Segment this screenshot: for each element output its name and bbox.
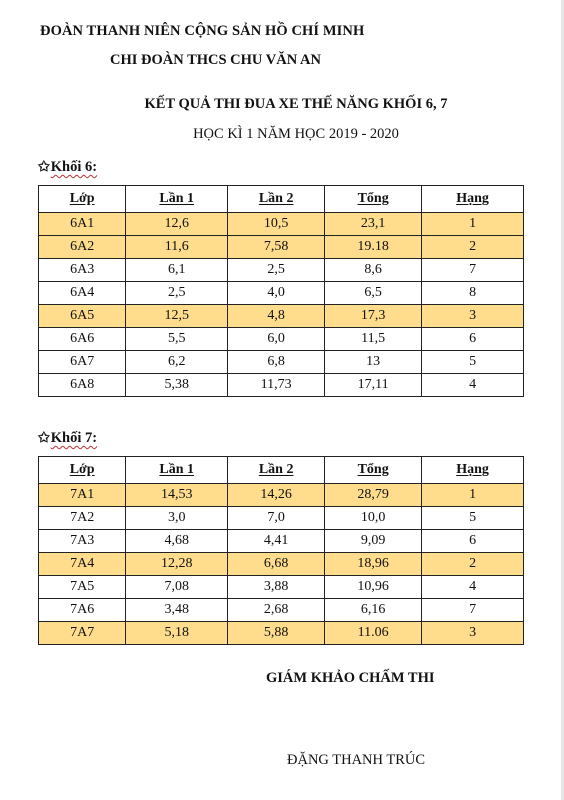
grade6-results-table [38, 185, 524, 397]
document-title: KẾT QUẢ THI ĐUA XE THẾ NĂNG KHỐI 6, 7 [144, 96, 448, 112]
column-header-class: Lớp [39, 457, 126, 484]
class-cell: 7A5 [39, 576, 126, 599]
attempt1-cell: 12,28 [126, 553, 228, 576]
attempt2-cell: 4,0 [228, 282, 325, 305]
class-cell: 6A1 [39, 213, 126, 236]
star-icon: ✩ [38, 431, 50, 446]
attempt1-cell: 2,5 [126, 282, 228, 305]
attempt2-cell: 5,88 [228, 622, 325, 645]
attempt1-cell: 12,5 [126, 305, 228, 328]
attempt2-cell: 6,8 [228, 351, 325, 374]
total-cell: 8,6 [325, 259, 422, 282]
attempt1-cell: 11,6 [126, 236, 228, 259]
attempt1-cell: 3,0 [126, 507, 228, 530]
attempt2-cell: 14,26 [228, 484, 325, 507]
rank-cell: 5 [422, 507, 524, 530]
total-cell: 11.06 [325, 622, 422, 645]
attempt1-cell: 3,48 [126, 599, 228, 622]
column-header-attempt2: Lần 2 [228, 186, 325, 213]
rank-cell: 1 [422, 213, 524, 236]
organization-name: ĐOÀN THANH NIÊN CỘNG SẢN HỒ CHÍ MINH [40, 23, 365, 39]
class-cell: 7A2 [39, 507, 126, 530]
column-header-attempt1: Lần 1 [126, 457, 228, 484]
class-cell: 7A3 [39, 530, 126, 553]
class-cell: 7A7 [39, 622, 126, 645]
attempt2-cell: 6,0 [228, 328, 325, 351]
total-cell: 28,79 [325, 484, 422, 507]
class-cell: 6A2 [39, 236, 126, 259]
attempt1-cell: 7,08 [126, 576, 228, 599]
column-header-total: Tổng [325, 186, 422, 213]
class-cell: 6A6 [39, 328, 126, 351]
attempt1-cell: 4,68 [126, 530, 228, 553]
class-cell: 6A5 [39, 305, 126, 328]
grade6-label: Khối 6: [50, 159, 98, 175]
table-row [39, 507, 524, 530]
grade7-heading [38, 430, 97, 447]
table-row [39, 305, 524, 328]
total-cell: 17,11 [325, 374, 422, 397]
table-row [39, 328, 524, 351]
rank-cell: 8 [422, 282, 524, 305]
total-cell: 19.18 [325, 236, 422, 259]
rank-cell: 4 [422, 576, 524, 599]
attempt1-cell: 6,1 [126, 259, 228, 282]
rank-cell: 3 [422, 305, 524, 328]
table-row [39, 351, 524, 374]
total-cell: 6,5 [325, 282, 422, 305]
table-row [39, 530, 524, 553]
rank-cell: 2 [422, 553, 524, 576]
table-row [39, 553, 524, 576]
table-row [39, 213, 524, 236]
column-header-rank: Hạng [422, 457, 524, 484]
rank-cell: 7 [422, 259, 524, 282]
grade7-results-table [38, 456, 524, 645]
attempt1-cell: 6,2 [126, 351, 228, 374]
total-cell: 23,1 [325, 213, 422, 236]
column-header-attempt2: Lần 2 [228, 457, 325, 484]
attempt2-cell: 6,68 [228, 553, 325, 576]
rank-cell: 5 [422, 351, 524, 374]
attempt2-cell: 3,88 [228, 576, 325, 599]
total-cell: 13 [325, 351, 422, 374]
attempt2-cell: 10,5 [228, 213, 325, 236]
attempt2-cell: 2,68 [228, 599, 325, 622]
rank-cell: 3 [422, 622, 524, 645]
total-cell: 9,09 [325, 530, 422, 553]
judge-name: ĐẶNG THANH TRÚC [287, 752, 426, 768]
total-cell: 17,3 [325, 305, 422, 328]
attempt2-cell: 11,73 [228, 374, 325, 397]
attempt2-cell: 7,58 [228, 236, 325, 259]
column-header-rank: Hạng [422, 186, 524, 213]
attempt1-cell: 5,38 [126, 374, 228, 397]
table-row [39, 374, 524, 397]
total-cell: 18,96 [325, 553, 422, 576]
attempt2-cell: 4,8 [228, 305, 325, 328]
judge-title: GIÁM KHẢO CHẤM THI [266, 670, 435, 686]
document-subtitle: HỌC KÌ 1 NĂM HỌC 2019 - 2020 [193, 126, 399, 142]
grade7-label: Khối 7: [50, 430, 98, 446]
class-cell: 7A4 [39, 553, 126, 576]
class-cell: 6A4 [39, 282, 126, 305]
rank-cell: 6 [422, 530, 524, 553]
column-header-attempt1: Lần 1 [126, 186, 228, 213]
column-header-class: Lớp [39, 186, 126, 213]
column-header-total: Tổng [325, 457, 422, 484]
table-row [39, 576, 524, 599]
attempt1-cell: 5,5 [126, 328, 228, 351]
rank-cell: 1 [422, 484, 524, 507]
table-header-row [39, 457, 524, 484]
total-cell: 10,0 [325, 507, 422, 530]
star-icon: ✩ [38, 160, 50, 175]
table-row [39, 282, 524, 305]
total-cell: 11,5 [325, 328, 422, 351]
class-cell: 6A3 [39, 259, 126, 282]
table-row [39, 259, 524, 282]
grade6-heading [38, 159, 97, 176]
table-row [39, 236, 524, 259]
table-row [39, 599, 524, 622]
rank-cell: 4 [422, 374, 524, 397]
total-cell: 6,16 [325, 599, 422, 622]
table-header-row [39, 186, 524, 213]
rank-cell: 6 [422, 328, 524, 351]
table-row [39, 622, 524, 645]
rank-cell: 2 [422, 236, 524, 259]
branch-name: CHI ĐOÀN THCS CHU VĂN AN [110, 52, 321, 68]
attempt2-cell: 4,41 [228, 530, 325, 553]
class-cell: 6A8 [39, 374, 126, 397]
attempt1-cell: 5,18 [126, 622, 228, 645]
attempt2-cell: 2,5 [228, 259, 325, 282]
attempt1-cell: 14,53 [126, 484, 228, 507]
attempt2-cell: 7,0 [228, 507, 325, 530]
class-cell: 7A6 [39, 599, 126, 622]
total-cell: 10,96 [325, 576, 422, 599]
attempt1-cell: 12,6 [126, 213, 228, 236]
class-cell: 7A1 [39, 484, 126, 507]
rank-cell: 7 [422, 599, 524, 622]
class-cell: 6A7 [39, 351, 126, 374]
table-row [39, 484, 524, 507]
